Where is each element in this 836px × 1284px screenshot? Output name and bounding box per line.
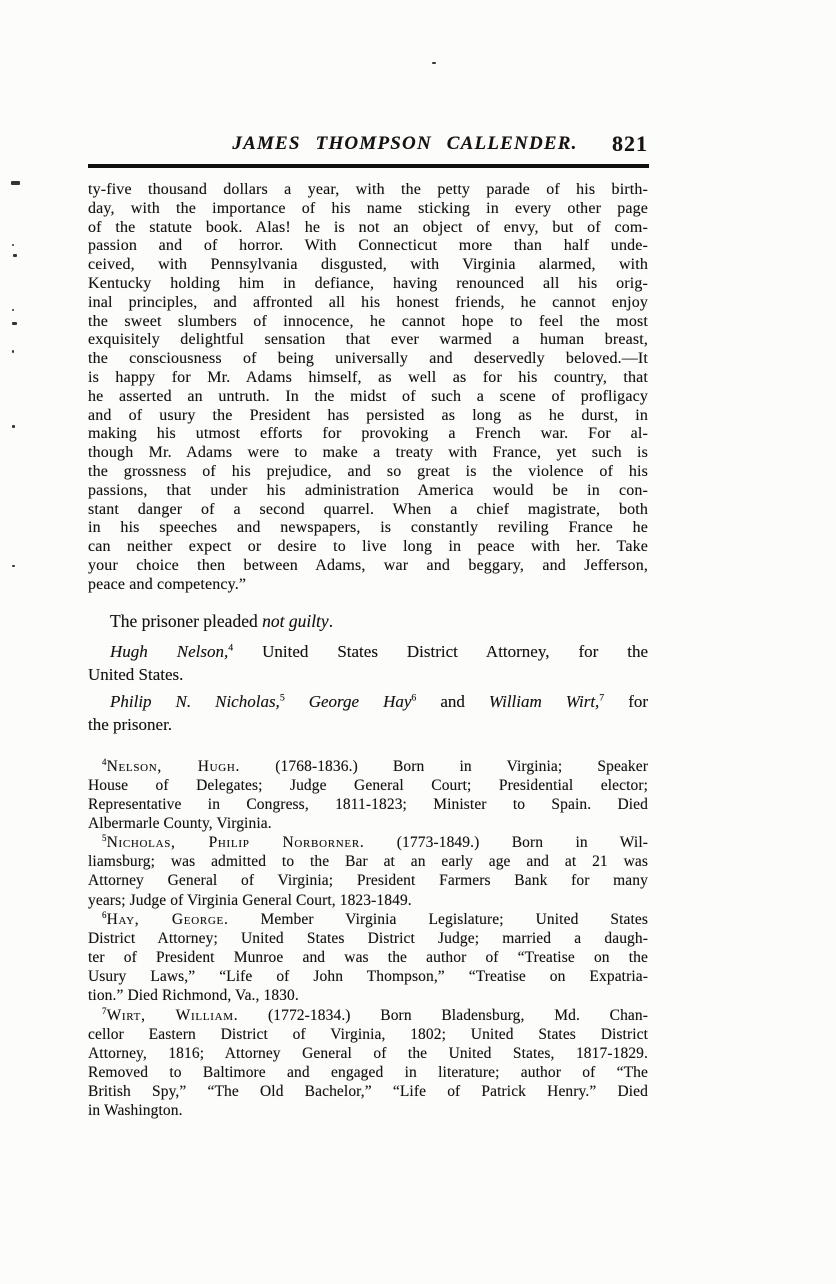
attorney-name: Hugh Nelson, [110,641,229,661]
footnote-first-line [88,1006,648,1025]
footnote-ref-7: 7 [599,691,605,703]
footnote-person-name: Wirt, William. [106,1006,239,1024]
text-line: Albermarle County, Virginia. [88,815,272,832]
text-line: Attorney, 1816; Attorney General of the United States, 1817-1829. [88,1044,648,1062]
counsel-defense-line1 [88,690,648,713]
footnote-body [88,776,648,833]
plea-line [88,611,648,631]
attorney-name: George Hay [308,691,412,711]
footnote-nelson [88,757,648,834]
text-line: years; Judge of Virginia General Court, 1823-1849. [88,891,412,909]
text-line: ty-five thousand dollars a year, with the petty parade of his birth- [88,181,648,198]
text-line: liamsburg; was admitted to the Bar at an early age and at 21 was [88,853,648,871]
text-line: the sweet slumbers of innocence, he cannot hope to feel the most [88,312,648,330]
text-line: stant danger of a second quarrel. When a chief magistrate, both [88,500,648,518]
footnote-first-line [88,833,648,852]
footnote-first-line [88,910,648,929]
footnotes-section [88,757,648,1121]
scan-speck [12,425,15,428]
scan-speck [13,254,17,257]
text-line: your choice then between Adams, war and beggary, and Jefferson, [88,556,648,574]
footnote-body [88,929,648,1006]
attorney-name: William Wirt, [488,691,600,711]
text-line: District Attorney; United States District Judge; married a daugh- [88,929,648,947]
text-column [88,181,648,1121]
counsel-text: and [440,691,465,711]
footnote-nicholas [88,833,648,910]
text-line: peace and competency.” [88,575,247,593]
running-title: JAMES THOMPSON CALLENDER. [232,133,578,154]
text-line: ceived, with Pennsylvania disgusted, with Virginia alarmed, with [88,256,648,274]
text-line: Kentucky holding him in defiance, having renounced all his orig- [88,274,648,292]
text-line: in Washington. [88,1102,183,1120]
text-line: in his speeches and newspapers, is constantly reviling France he [88,519,648,537]
footnote-text: Member Virginia Legislature; United States [260,910,648,928]
text-line: making his utmost efforts for provoking a French war. For al- [88,425,648,443]
text-line: day, with the importance of his name sticking in every other page [88,199,648,217]
scan-speck [12,309,14,311]
footnote-text: (1772-1834.) Born Bladensburg, Md. Chan- [268,1006,649,1024]
text-line: the grossness of his prejudice, and so great is the violence of his [88,462,648,480]
footnote-person-name: Hay, George. [106,910,229,928]
text-line: Removed to Baltimore and engaged in literature; author of “The [88,1064,648,1082]
plea-prefix: The prisoner pleaded [110,610,263,631]
text-line: the consciousness of being universally and deservedly beloved.—It [88,350,648,368]
text-line: Attorney General of Virginia; President Farmers Bank for many [88,872,648,890]
text-line: House of Delegates; Judge General Court; Presidential elector; [88,776,648,794]
counsel-text: for [628,691,649,711]
footnote-hay [88,910,648,1006]
text-line: Representative in Congress, 1811-1823; Minister to Spain. Died [88,795,648,813]
footnote-body [88,852,648,909]
text-line: cellor Eastern District of Virginia, 1802; United States District [88,1025,648,1043]
footnote-text: (1773-1849.) Born in Wil- [396,834,648,852]
plea-suffix: . [328,610,334,631]
text-line: passions, that under his administration America would be in con- [88,481,648,499]
footnote-first-line [88,757,648,776]
text-line: he asserted an untruth. In the midst of such a scene of profligacy [88,387,648,405]
attorney-name: Philip N. Nicholas, [110,691,280,711]
counsel-prosecution-line1 [88,640,648,663]
text-line: tion.” Died Richmond, Va., 1830. [88,987,299,1005]
scan-speck [12,565,15,567]
footnote-body [88,1025,648,1121]
footnote-wirt [88,1006,648,1121]
footnote-ref-6: 6 [411,691,417,703]
counsel-prosecution [88,640,648,686]
footnote-ref-4: 4 [228,641,234,653]
text-line: and of usury the President has persisted as long as he durst, in [88,406,648,424]
text-line: Usury Laws,” “Life of John Thompson,” “Treatise on Expatria- [88,968,648,986]
counsel-defense [88,690,648,736]
text-line: passion and of horror. With Connecticut more than half unde- [88,237,648,255]
footnote-ref-5: 5 [279,691,285,703]
counsel-prosecution-line2: United States. [88,664,184,684]
text-line: British Spy,” “The Old Bachelor,” “Life of Patrick Henry.” Died [88,1083,648,1101]
text-line: of the statute book. Alas! he is not an object of envy, but of com- [88,218,648,236]
page-number: 821 [612,131,648,156]
text-line: ter of President Munroe and was the author of “Treatise on the [88,949,648,967]
text-line: though Mr. Adams were to make a treaty with France, yet such is [88,444,648,462]
counsel-defense-line2: the prisoner. [88,714,173,734]
footnote-person-name: Nelson, Hugh. [106,757,241,775]
text-line: inal principles, and affronted all his honest friends, he cannot enjoy [88,293,648,311]
text-line: exquisitely delightful sensation that ever warmed a human breast, [88,331,648,349]
scan-speck [432,62,436,64]
footnote-text: (1768-1836.) Born in Virginia; Speaker [275,757,649,775]
scan-speck [11,181,20,185]
scan-speck [12,322,17,325]
footnote-person-name: Nicholas, Philip Norborner. [106,834,365,852]
plea-italic: not guilty [262,610,329,631]
footnote-number: 6 [102,909,107,920]
scan-speck [12,244,14,246]
footnote-number: 4 [102,756,107,767]
quoted-paragraph [88,181,648,595]
footnote-number: 5 [102,833,107,843]
header-rule [88,164,649,168]
text-line: is happy for Mr. Adams himself, as well as for his country, that [88,368,648,386]
footnote-number: 7 [102,1005,107,1016]
text-line: can neither expect or desire to live long in peace with her. Take [88,538,648,556]
counsel-text: United States District Attorney, for the [262,641,649,661]
scan-speck [12,350,14,353]
